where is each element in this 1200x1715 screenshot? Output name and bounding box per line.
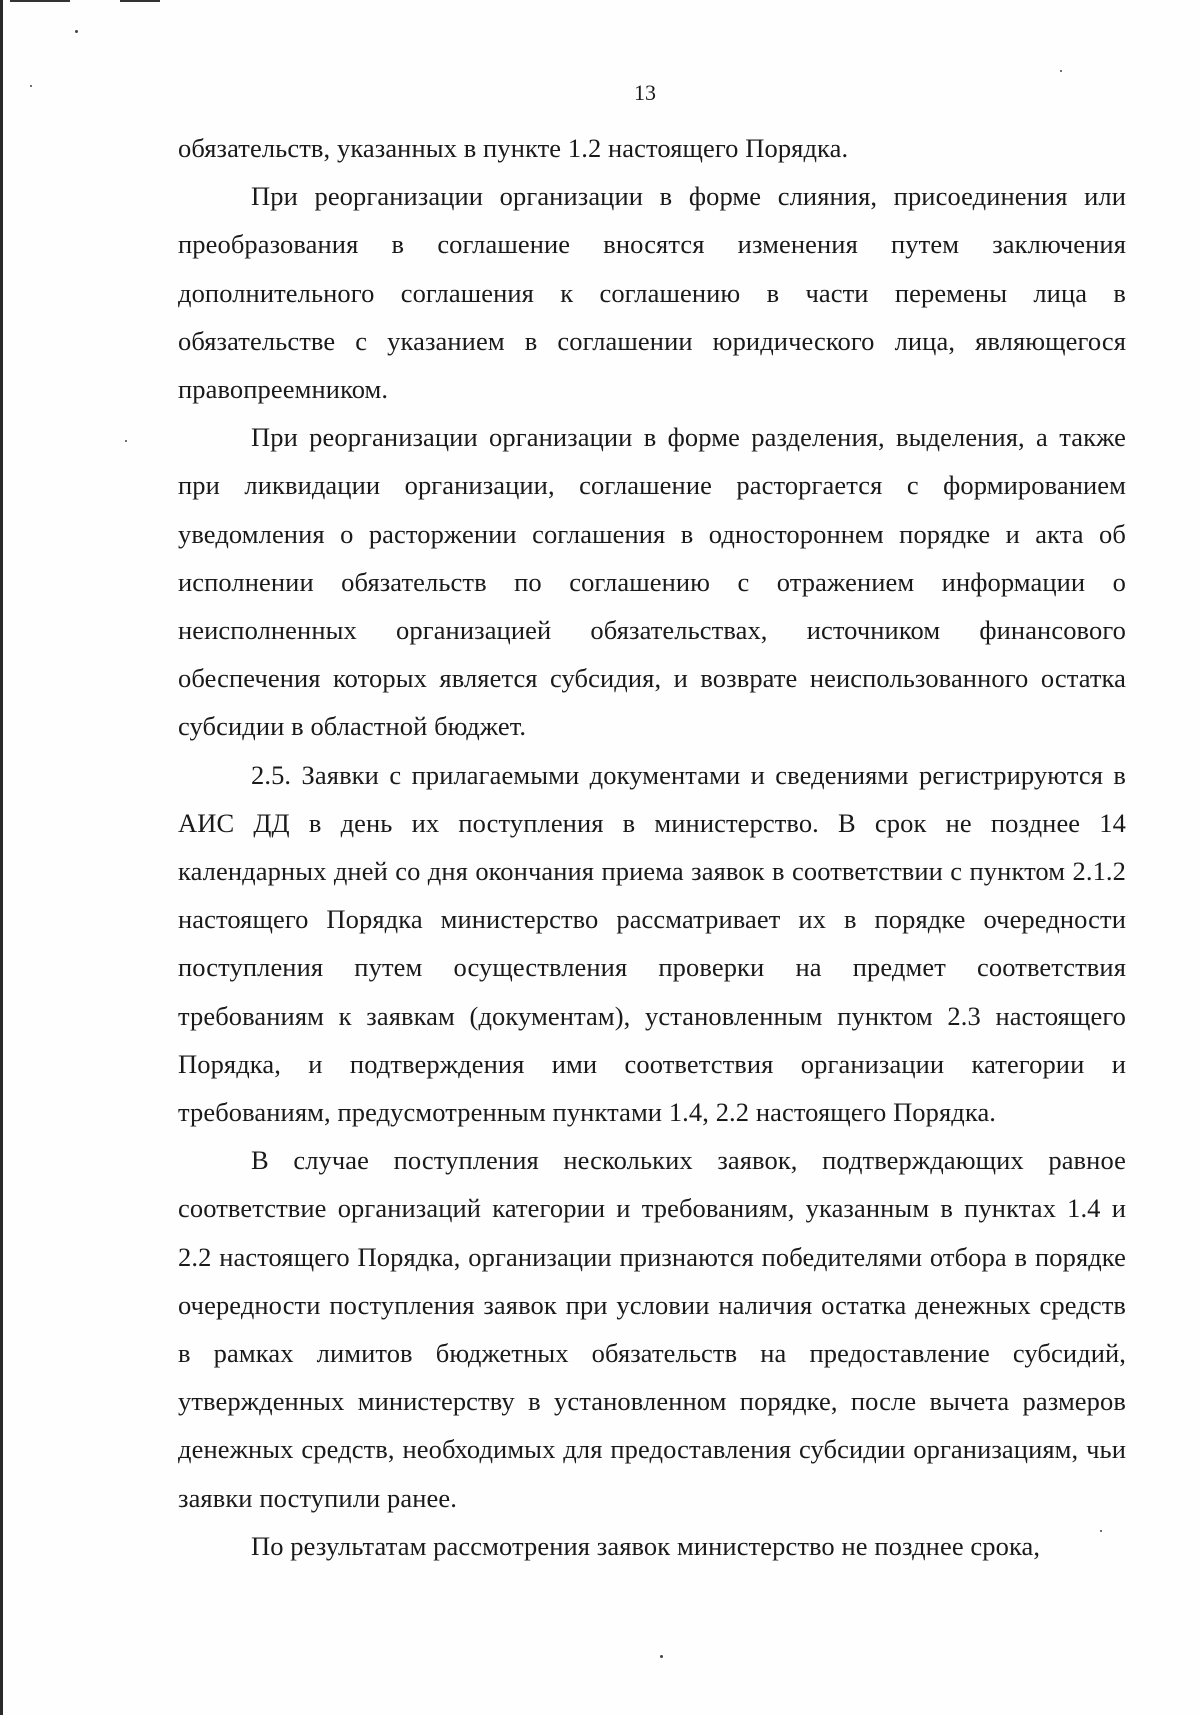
paragraph: По результатам рассмотрения заявок министерство не позднее срока, — [251, 1530, 1041, 1561]
scan-speck — [660, 1655, 663, 1658]
page-number: 13 — [634, 80, 656, 105]
paragraph: При реорганизации организации в форме слияния, присоединения или преобразования в соглашение вносятся изменения путем заключения дополнительного соглашения к соглашению в части перемены лица в обязательстве с указанием в соглашении юридического лица, являющегося правопреемником. — [178, 181, 1126, 405]
scan-speck — [75, 30, 78, 33]
scan-speck — [125, 440, 127, 442]
paragraph: В случае поступления нескольких заявок, подтверждающих равное соответствие организаций категории и требованиям, указанным в пунктах 1.4 и 2.2 настоящего Порядка, организации признаются победителями отбора в порядке очередности поступления заявок при условии наличия остатка денежных средств в рамках лимитов бюджетных обязательств на предоставление субсидий, утвержденных министерству в установленном порядке, после вычета размеров денежных средств, необходимых для предоставления субсидии организациям, чьи заявки поступили ранее. — [178, 1145, 1126, 1513]
scan-top-mark — [10, 0, 70, 2]
paragraph: обязательств, указанных в пункте 1.2 настоящего Порядка. — [178, 133, 849, 163]
scan-top-mark — [120, 0, 160, 2]
document-body — [178, 124, 1126, 1570]
paragraph: При реорганизации организации в форме разделения, выделения, а также при ликвидации организации, соглашение расторгается с формированием уведомления о расторжении соглашения в одностороннем порядке и акта об исполнении обязательств по соглашению с отражением информации о неисполненных организацией обязательствах, источником финансового обеспечения которых является субсидия, и возврате неиспользованного остатка субсидии в областной бюджет. — [178, 422, 1126, 742]
paragraph: 2.5. Заявки с прилагаемыми документами и сведениями регистрируются в АИС ДД в день их поступления в министерство. В срок не позднее 14 календарных дней со дня окончания приема заявок в соответствии с пунктом 2.1.2 настоящего Порядка министерство рассматривает их в порядке очередности поступления путем осуществления проверки на предмет соответствия требованиям к заявкам (документам), установленным пунктом 2.3 настоящего Порядка, и подтверждения ими соответствия организации категории и требованиям, предусмотренным пунктами 1.4, 2.2 настоящего Порядка. — [178, 759, 1126, 1128]
scan-speck — [1060, 70, 1062, 72]
scan-edge-shadow — [0, 0, 3, 1715]
